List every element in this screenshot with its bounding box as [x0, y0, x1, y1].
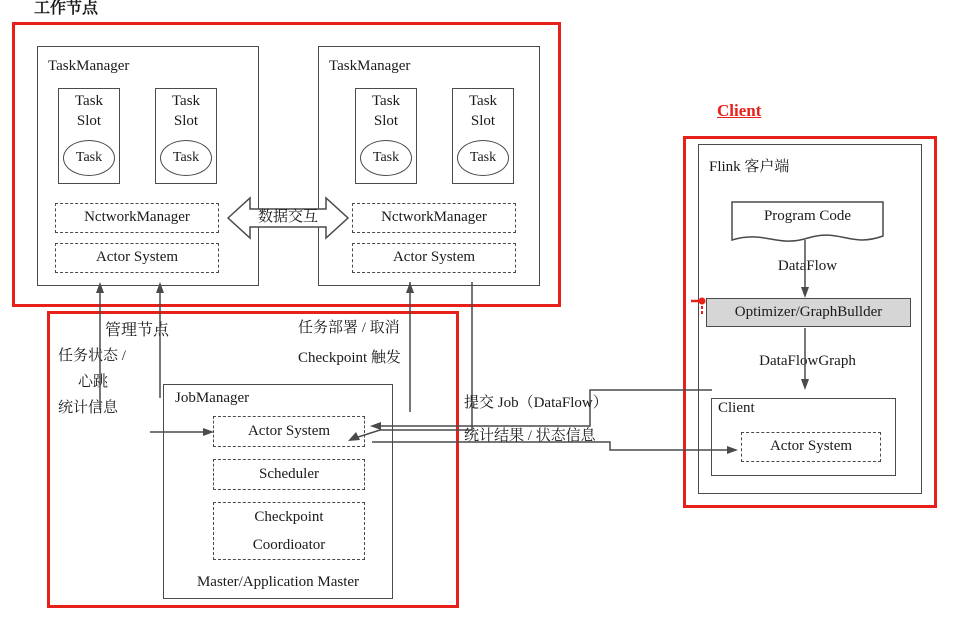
- task-slot-r2-line2: Slot: [470, 113, 496, 130]
- master-node-title: 管理节点: [105, 322, 170, 339]
- jobmanager-title: JobManager: [175, 390, 250, 406]
- task-circle-r2: [457, 140, 509, 176]
- task-circle-l1-label: Task: [75, 150, 103, 165]
- task-status-line1: 任务状态 /: [58, 348, 126, 364]
- dataflowgraph-label: DataFlowGraph: [759, 353, 856, 370]
- worker-node-title: 工作节点: [30, 0, 102, 20]
- task-circle-l2-label: Task: [172, 150, 200, 165]
- data-exchange-label: 数据交互: [257, 209, 318, 226]
- flink-client-label: Flink 客户端: [709, 159, 790, 175]
- jobmanager-scheduler: [213, 459, 365, 490]
- task-slot-r1-line2: Slot: [373, 113, 399, 130]
- network-manager-left: [55, 203, 219, 233]
- taskmanager-right-label: TaskManager: [329, 58, 411, 74]
- task-circle-r2-label: Task: [469, 150, 497, 165]
- stats-result-label: 统计结果 / 状态信息: [464, 428, 596, 444]
- client-actor-system-label: Actor System: [769, 438, 853, 455]
- jobmanager-checkpoint-coordinator: [213, 502, 365, 560]
- cursor-marker-icon: [689, 292, 713, 320]
- dataflow-label: DataFlow: [777, 258, 838, 275]
- task-circle-l2: [160, 140, 212, 176]
- client-actor-system: [741, 432, 881, 462]
- client-flow-arrows: [795, 240, 815, 410]
- optimizer-label: Optimizer/GraphBullder: [734, 303, 883, 320]
- task-slot-r1-line1: Task: [371, 93, 401, 110]
- task-circle-l1: [63, 140, 115, 176]
- task-status-line3: 统计信息: [58, 400, 119, 416]
- actor-system-right-label: Actor System: [392, 249, 476, 266]
- task-slot-l1-line2: Slot: [76, 113, 102, 130]
- task-circle-r1-label: Task: [372, 150, 400, 165]
- deploy-line1: 任务部署 / 取消: [298, 320, 400, 336]
- jobmanager-scheduler-label: Scheduler: [259, 465, 319, 482]
- actor-system-right: [352, 243, 516, 273]
- task-slot-l1-line1: Task: [74, 93, 104, 110]
- jobmanager-footer: Master/Application Master: [196, 574, 360, 591]
- task-slot-r2-line1: Task: [468, 93, 498, 110]
- network-manager-left-label: NctworkManager: [84, 209, 190, 226]
- jobmanager-actor-system-label: Actor System: [247, 422, 331, 439]
- task-circle-r1: [360, 140, 412, 176]
- submit-job-label: 提交 Job（DataFlow）: [464, 395, 608, 411]
- actor-system-left-label: Actor System: [95, 249, 179, 266]
- client-group-title: Client: [717, 101, 762, 120]
- deploy-line2: Checkpoint 触发: [298, 350, 401, 366]
- client-inner-label: Client: [718, 400, 755, 416]
- network-manager-right-label: NctworkManager: [381, 209, 487, 226]
- program-code-label: Program Code: [763, 208, 852, 225]
- taskmanager-left-label: TaskManager: [48, 58, 130, 74]
- client-jobmanager-connectors: [360, 380, 760, 470]
- task-slot-l2-line2: Slot: [173, 113, 199, 130]
- checkpoint-line2: Coordioator: [252, 536, 326, 553]
- task-slot-l2-line1: Task: [171, 93, 201, 110]
- network-manager-right: [352, 203, 516, 233]
- actor-system-left: [55, 243, 219, 273]
- task-status-line2: 心跳: [78, 374, 109, 390]
- checkpoint-line1: Checkpoint: [254, 508, 324, 525]
